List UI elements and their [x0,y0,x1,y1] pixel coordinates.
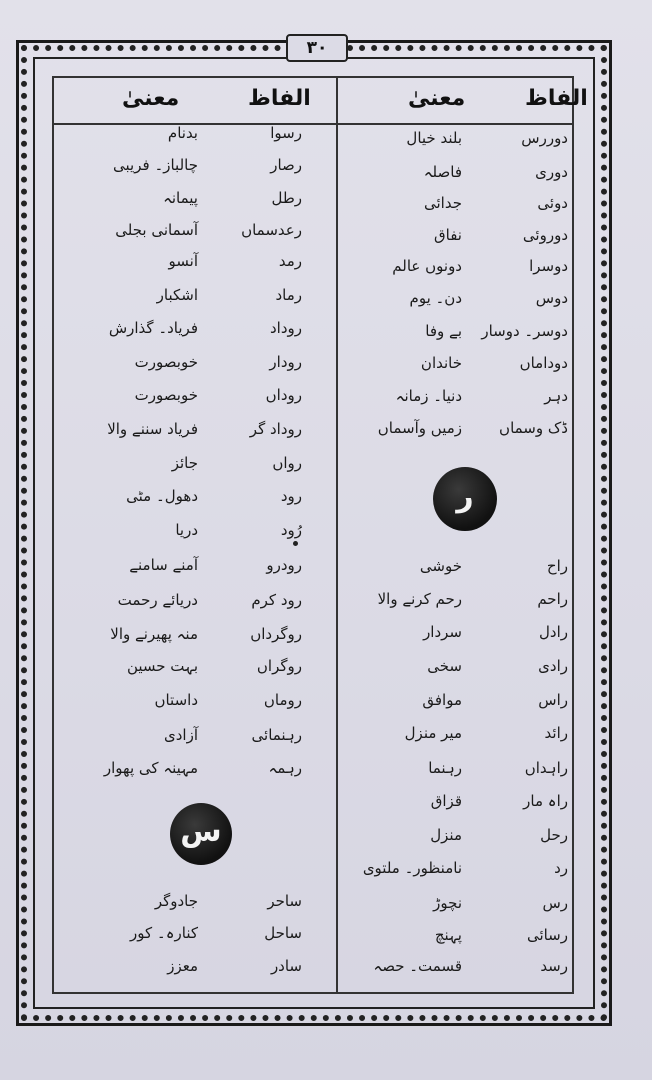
right-column-meaning: نامنظور۔ ملتوی [362,859,462,877]
header-left-words: الفاظ [248,86,311,111]
section-letter-badge-ra: ر [433,467,497,531]
left-column-meaning: پیمانہ [163,189,198,207]
right-column-meaning: جدائی [424,194,462,212]
left-column-word: رسوا [270,124,302,142]
right-column-word: دوئی [537,194,568,212]
left-column-meaning: بدنام [167,124,198,142]
left-column-word: رود کرم [251,591,302,609]
left-column-word: رطل [271,189,302,207]
right-column-word: راح [546,557,568,575]
left-column-meaning: فریاد۔ گذارش [108,319,198,337]
right-column-meaning: میر منزل [404,724,462,742]
left-column-meaning: آنسو [168,252,198,270]
right-column-word: دوررس [521,129,568,147]
left-column-meaning: معزز [167,957,198,975]
right-column-meaning: فاصلہ [423,163,462,181]
right-column-word: راہداں [524,759,568,777]
right-column-meaning: خوشی [419,557,462,575]
right-column-meaning: رحم کرنے والا [377,590,462,608]
left-column-meaning: دریائے رحمت [117,591,198,609]
left-column-word: ساحل [264,924,302,942]
right-column-word: رسائی [526,926,568,944]
left-column-word: رودار [269,353,302,371]
right-column-word: رس [542,894,568,912]
left-column-meaning: خوبصورت [134,353,198,371]
left-column-word: رعدسماں [241,221,302,239]
header-right-meanings: معنیٰ [408,86,466,111]
left-column-meaning: اشکبار [156,286,198,304]
header-left-meanings: معنیٰ [122,86,180,111]
right-column-word: دہر [544,387,568,405]
left-column-word: رواں [272,454,302,472]
right-column-meaning: نفاق [434,226,462,244]
left-column-word: روگرداں [250,625,302,643]
left-column-meaning: جادوگر [154,892,198,910]
left-column-meaning: آمنے سامنے [129,556,198,574]
right-column-meaning: موافق [422,691,462,709]
right-column-meaning: سخی [427,657,462,675]
right-column-word: رائد [544,724,568,742]
left-column-meaning: منہ پھیرنے والا [110,625,198,643]
left-column-word: رماد [275,286,302,304]
left-column-meaning: آزادی [164,726,198,744]
right-column-meaning: نچوڑ [433,894,462,912]
right-column-meaning: رہنما [428,759,462,777]
page-number: ۳۰ [286,34,348,62]
left-column-word: رود [280,487,302,505]
right-column-word: رحل [540,826,568,844]
right-column-meaning: قسمت۔ حصہ [373,957,462,975]
left-column-word: سادر [270,957,302,975]
left-column-meaning: دریا [175,521,198,539]
right-column-meaning: سردار [423,623,462,641]
left-column-word: رہنمائی [251,726,302,744]
right-column-meaning: خاندان [420,354,462,372]
left-column-word: روگراں [256,657,302,675]
ink-dot [293,541,298,546]
left-column-word: روداد گر [249,420,302,438]
right-column-meaning: بے وفا [425,322,462,340]
right-column-meaning: زمیں وآسماں [377,419,462,437]
left-column-word: رُود [280,521,302,539]
right-column-word: راس [538,691,568,709]
right-column-word: رادی [538,657,568,675]
right-column-word: رد [554,859,568,877]
left-column-meaning: کنارہ۔ کور [130,924,198,942]
header-divider [52,123,574,125]
left-column-word: رودرو [266,556,302,574]
left-column-word: روداد [269,319,302,337]
left-column-meaning: خوبصورت [134,386,198,404]
right-column-word: دوروئی [522,226,568,244]
right-column-meaning: قزاق [430,792,462,810]
header-right-words: الفاظ [525,86,588,111]
right-column-word: دوری [535,163,568,181]
right-column-word: دوسرا [529,257,568,275]
right-column-word: دوسر۔ دوسار [481,322,568,340]
left-column-word: رصار [270,156,302,174]
section-letter-badge-seen: س [170,803,232,865]
right-column-word: راحم [537,590,568,608]
right-column-word: ڈک وسماں [499,419,568,437]
left-column-meaning: چالباز۔ فریبی [113,156,198,174]
left-column-meaning: آسمانی بجلی [115,221,198,239]
column-divider [336,76,338,994]
right-column-meaning: پہنچ [434,926,462,944]
glossary-table [52,76,574,994]
left-column-word: روماں [263,691,302,709]
left-column-word: ساحر [267,892,302,910]
left-column-meaning: دھول۔ مٹی [126,487,198,505]
left-column-meaning: بہت حسین [126,657,198,675]
left-column-meaning: فریاد سننے والا [107,420,198,438]
left-column-meaning: جائز [171,454,198,472]
left-column-meaning: داستاں [154,691,198,709]
right-column-word: رادل [539,623,568,641]
right-column-meaning: بلند خیال [406,129,462,147]
left-column-meaning: مہینہ کی پھوار [103,759,198,777]
left-column-word: رمد [278,252,302,270]
left-column-word: رہمہ [268,759,302,777]
right-column-meaning: دونوں عالم [392,257,462,275]
right-column-word: دوداماں [519,354,568,372]
left-column-word: روداں [265,386,302,404]
right-column-word: دوس [535,289,568,307]
right-column-word: رسد [540,957,568,975]
right-column-meaning: دنیا۔ زمانہ [395,387,462,405]
right-column-word: راہ مار [523,792,568,810]
right-column-meaning: منزل [430,826,462,844]
right-column-meaning: دن۔ یوم [409,289,462,307]
